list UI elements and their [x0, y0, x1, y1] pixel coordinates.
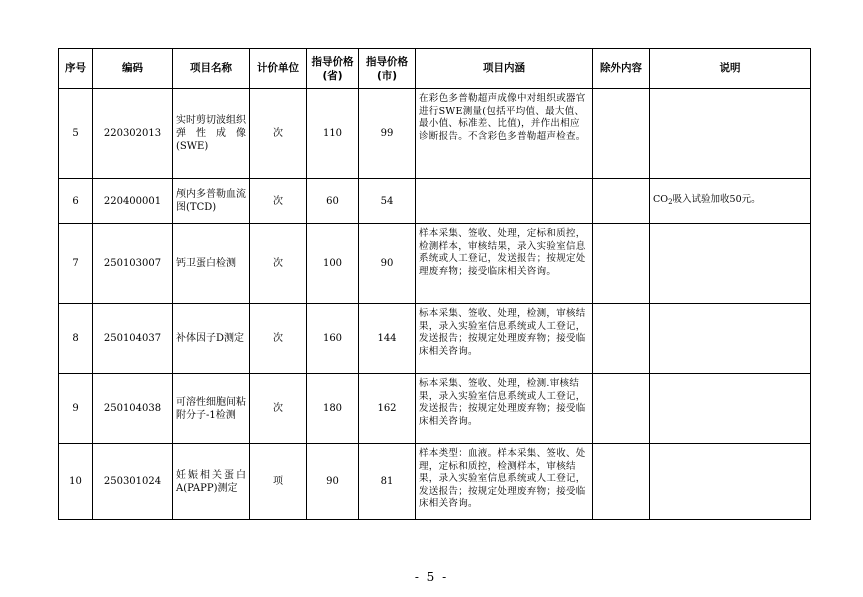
- header-notes: 说明: [650, 49, 811, 89]
- cell-seq: 6: [59, 179, 93, 224]
- cell-unit: 次: [250, 224, 307, 304]
- cell-notes: [650, 224, 811, 304]
- cell-unit: 项: [250, 444, 307, 520]
- header-name: 项目名称: [173, 49, 250, 89]
- cell-seq: 8: [59, 304, 93, 374]
- cell-code: 250301024: [93, 444, 173, 520]
- cell-notes: [650, 304, 811, 374]
- cell-name: 实时剪切波组织弹性成像(SWE): [173, 89, 250, 179]
- cell-notes: [650, 444, 811, 520]
- header-exclusions: 除外内容: [593, 49, 650, 89]
- header-content: 项目内涵: [416, 49, 593, 89]
- cell-exclusions: [593, 374, 650, 444]
- cell-code: 220302013: [93, 89, 173, 179]
- cell-seq: 5: [59, 89, 93, 179]
- table-header-row: [59, 49, 811, 89]
- cell-name: 钙卫蛋白检测: [173, 224, 250, 304]
- cell-content: 在彩色多普勒超声成像中对组织或器官进行SWE测量(包括平均值、最大值、最小值、标准差、比值)，并作出相应诊断报告。不含彩色多普勒超声检查。: [416, 89, 593, 179]
- cell-content: 标本采集、签收、处理，检测.审核结果，录入实验室信息系统或人工登记，发送报告；按规定处理废弃物；接受临床相关咨询。: [416, 374, 593, 444]
- cell-name: 妊娠相关蛋白A(PAPP)测定: [173, 444, 250, 520]
- header-code: 编码: [93, 49, 173, 89]
- cell-price-prov: 100: [307, 224, 359, 304]
- cell-price-prov: 180: [307, 374, 359, 444]
- table-row: [59, 179, 811, 224]
- table-row: [59, 374, 811, 444]
- cell-seq: 10: [59, 444, 93, 520]
- cell-code: 220400001: [93, 179, 173, 224]
- table-row: [59, 304, 811, 374]
- table-row: [59, 224, 811, 304]
- cell-price-prov: 110: [307, 89, 359, 179]
- cell-price-city: 90: [359, 224, 416, 304]
- header-seq: 序号: [59, 49, 93, 89]
- cell-unit: 次: [250, 304, 307, 374]
- cell-unit: 次: [250, 374, 307, 444]
- cell-exclusions: [593, 179, 650, 224]
- cell-notes: [650, 374, 811, 444]
- cell-price-city: 54: [359, 179, 416, 224]
- header-unit: 计价单位: [250, 49, 307, 89]
- cell-code: 250103007: [93, 224, 173, 304]
- page-number: - 5 -: [414, 570, 449, 584]
- cell-name: 可溶性细胞间粘附分子-1检测: [173, 374, 250, 444]
- cell-name: 补体因子D测定: [173, 304, 250, 374]
- cell-exclusions: [593, 444, 650, 520]
- cell-price-city: 162: [359, 374, 416, 444]
- cell-price-city: 99: [359, 89, 416, 179]
- cell-exclusions: [593, 224, 650, 304]
- header-price-city: 指导价格 (市): [359, 49, 416, 89]
- cell-code: 250104038: [93, 374, 173, 444]
- cell-notes: [650, 179, 811, 224]
- cell-exclusions: [593, 304, 650, 374]
- cell-price-city: 81: [359, 444, 416, 520]
- cell-exclusions: [593, 89, 650, 179]
- price-table: [58, 48, 811, 520]
- cell-notes: [650, 89, 811, 179]
- cell-code: 250104037: [93, 304, 173, 374]
- cell-seq: 7: [59, 224, 93, 304]
- price-table-container: [58, 48, 810, 520]
- cell-unit: 次: [250, 179, 307, 224]
- note-suffix: 吸入试验加收50元。: [672, 194, 761, 205]
- cell-content: 样本采集、签收、处理，定标和质控，检测样本，审核结果，录入实验室信息系统或人工登记，发送报告；按规定处理废弃物；接受临床相关咨询。: [416, 224, 593, 304]
- cell-unit: 次: [250, 89, 307, 179]
- table-row: [59, 444, 811, 520]
- cell-name: 颅内多普勒血流图(TCD): [173, 179, 250, 224]
- header-price-prov: 指导价格 (省): [307, 49, 359, 89]
- cell-content: [416, 179, 593, 224]
- note-prefix: CO: [653, 194, 669, 205]
- note-subscript: 2: [668, 198, 673, 206]
- cell-content: 样本类型：血液。样本采集、签收、处理，定标和质控，检测样本，审核结果，录入实验室信息系统或人工登记，发送报告；按规定处理废弃物；接受临床相关咨询。: [416, 444, 593, 520]
- cell-price-prov: 60: [307, 179, 359, 224]
- cell-price-prov: 160: [307, 304, 359, 374]
- cell-price-city: 144: [359, 304, 416, 374]
- cell-content: 标本采集、签收、处理，检测，审核结果，录入实验室信息系统或人工登记，发送报告；按规定处理废弃物；接受临床相关咨询。: [416, 304, 593, 374]
- table-row: [59, 89, 811, 179]
- cell-seq: 9: [59, 374, 93, 444]
- cell-price-prov: 90: [307, 444, 359, 520]
